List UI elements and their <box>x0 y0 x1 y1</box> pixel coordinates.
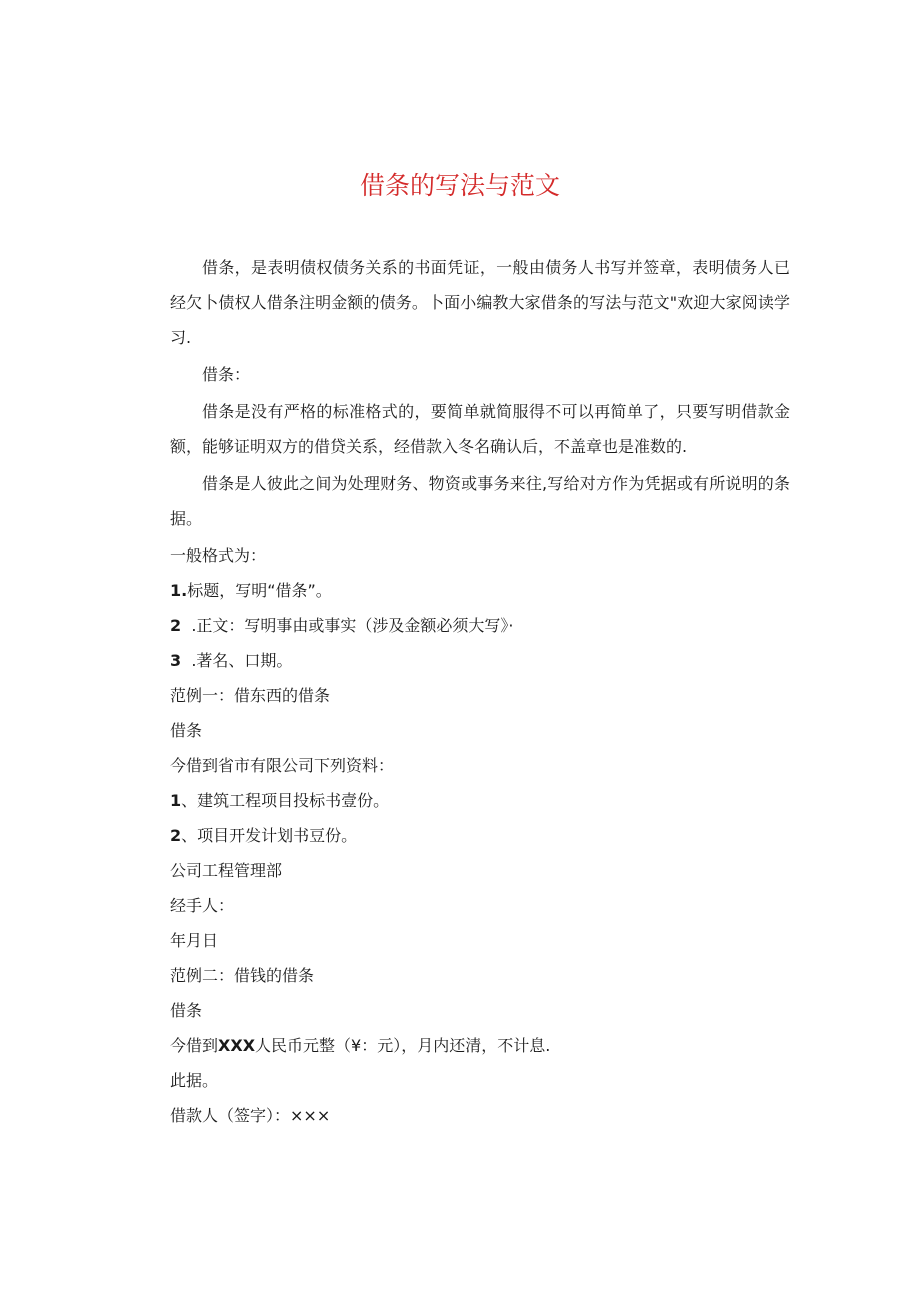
jietiao-label: 借条： <box>202 365 251 384</box>
example-1-intro: 今借到省市有限公司下列资料： <box>170 756 395 775</box>
example-1-item-1-text: 、建筑工程项目投标书壹份。 <box>181 791 390 810</box>
format-item-2 <box>170 608 790 643</box>
format-item-1-text: 标题，写明“借条”。 <box>187 581 332 600</box>
example-2-body-prefix: 今借到 <box>170 1036 219 1055</box>
example-2-title: 借条 <box>170 1001 203 1020</box>
example-1-handler: 经手人： <box>170 896 235 915</box>
example-1-signer: 公司工程管理部 <box>170 861 283 880</box>
example-2-closing: 此据。 <box>170 1071 219 1090</box>
example-1-title: 借条 <box>170 721 203 740</box>
example-1-item-1-number: 1 <box>170 791 182 810</box>
format-paragraph: 借条是没有严格的标准格式的，要简单就简服得不可以再简单了，只要写明借款金额，能够证明双方的借贷关系，经借款入冬名确认后，不盖章也是准数的. <box>170 402 790 456</box>
document-body <box>170 250 790 1133</box>
format-item-3 <box>170 643 790 678</box>
example-1-item-2-number: 2 <box>170 826 182 845</box>
example-1-item-1 <box>170 783 790 818</box>
example-1-item-2 <box>170 818 790 853</box>
example-1-item-2-text: 、项目开发计划书豆份。 <box>181 826 358 845</box>
format-item-2-text: .正文：写明事由或事实（涉及金额必须大写》· <box>191 616 514 635</box>
format-item-3-number: 3 <box>170 651 182 670</box>
example-2-body-name: XXX <box>218 1036 256 1055</box>
document-title: 借条的写法与范文 <box>359 171 560 200</box>
format-heading: 一般格式为： <box>170 546 267 565</box>
example-2-body <box>170 1028 790 1063</box>
example-2-body-suffix: 人民币元整（¥：元），月内还清，不计息. <box>255 1036 551 1055</box>
example-1-date: 年月日 <box>170 931 219 950</box>
format-item-3-text: .著名、口期。 <box>191 651 293 670</box>
format-item-1 <box>170 573 790 608</box>
example-1-heading: 范例一：借东西的借条 <box>170 686 331 705</box>
format-item-2-number: 2 <box>170 616 182 635</box>
format-item-1-number: 1. <box>170 581 188 600</box>
definition-paragraph: 借条是人彼此之间为处理财务、物资或事务来往,写给对方作为凭据或有所说明的条据。 <box>170 474 790 528</box>
example-2-borrower: 借款人（签字）：××× <box>170 1106 331 1125</box>
example-2-heading: 范例二：借钱的借条 <box>170 966 315 985</box>
intro-paragraph: 借条，是表明债权债务关系的书面凭证，一般由债务人书写并签章，表明债务人已经欠卜债权人借条注明金额的债务。卜面小编教大家借条的写法与范文"欢迎大家阅读学习. <box>170 258 790 347</box>
